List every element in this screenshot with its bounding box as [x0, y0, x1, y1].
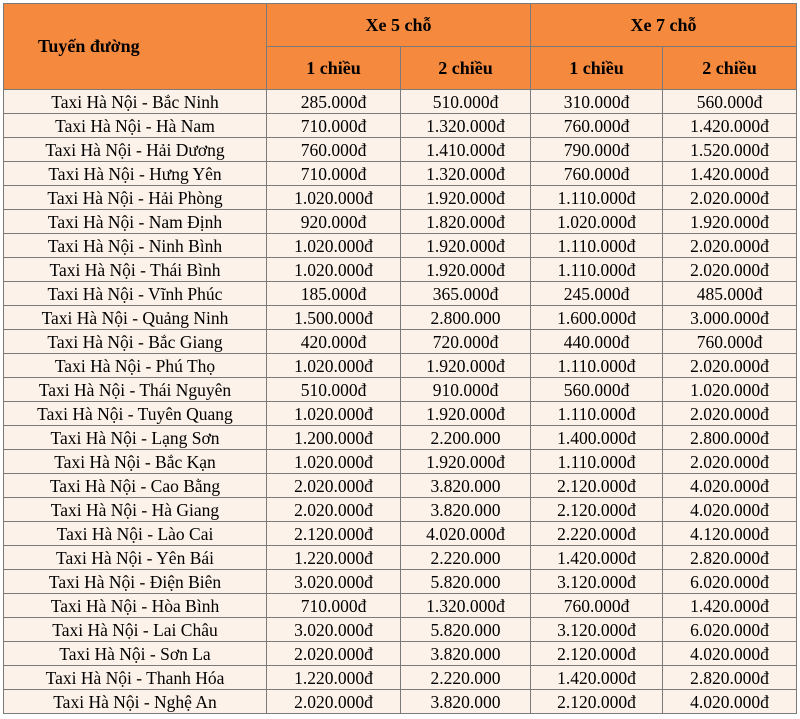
car7-round-trip-cell: 3.000.000đ [663, 306, 797, 330]
car7-round-trip-cell: 4.020.000đ [663, 498, 797, 522]
car7-round-trip-cell: 4.020.000đ [663, 642, 797, 666]
car7-round-trip-cell: 2.020.000đ [663, 450, 797, 474]
car5-one-way-cell: 2.020.000đ [267, 642, 401, 666]
car7-round-trip-cell: 2.020.000đ [663, 402, 797, 426]
car5-one-way-cell: 3.020.000đ [267, 570, 401, 594]
car5-one-way-cell: 1.020.000đ [267, 234, 401, 258]
route-cell: Taxi Hà Nội - Bắc Ninh [4, 90, 267, 114]
car7-round-trip-cell: 1.420.000đ [663, 162, 797, 186]
car7-round-trip-cell: 1.920.000đ [663, 210, 797, 234]
car5-one-way-cell: 3.020.000đ [267, 618, 401, 642]
car5-round-trip-cell: 910.000đ [401, 378, 531, 402]
price-table-container [3, 3, 797, 714]
car7-round-trip-cell: 4.020.000đ [663, 474, 797, 498]
car7-round-trip-cell: 1.420.000đ [663, 114, 797, 138]
car5-one-way-cell: 1.220.000đ [267, 666, 401, 690]
car5-one-way-cell: 760.000đ [267, 138, 401, 162]
route-cell: Taxi Hà Nội - Ninh Bình [4, 234, 267, 258]
car5-round-trip-cell: 4.020.000đ [401, 522, 531, 546]
route-cell: Taxi Hà Nội - Lạng Sơn [4, 426, 267, 450]
table-row [4, 402, 797, 426]
car5-one-way-cell: 1.500.000đ [267, 306, 401, 330]
car7-one-way-cell: 2.220.000đ [531, 522, 663, 546]
header-row-top [4, 4, 797, 47]
route-cell: Taxi Hà Nội - Thái Nguyên [4, 378, 267, 402]
table-row [4, 354, 797, 378]
table-row [4, 594, 797, 618]
table-row [4, 378, 797, 402]
table-row [4, 138, 797, 162]
route-cell: Taxi Hà Nội - Sơn La [4, 642, 267, 666]
car5-one-way-cell: 2.020.000đ [267, 690, 401, 714]
table-row [4, 330, 797, 354]
car5-round-trip-cell: 1.320.000đ [401, 114, 531, 138]
table-row [4, 114, 797, 138]
car5-round-trip-cell: 1.920.000đ [401, 258, 531, 282]
car7-round-trip-cell: 485.000đ [663, 282, 797, 306]
car7-round-trip-cell: 560.000đ [663, 90, 797, 114]
car5-one-way-cell: 510.000đ [267, 378, 401, 402]
table-row [4, 498, 797, 522]
car5-round-trip-cell: 720.000đ [401, 330, 531, 354]
car5-round-trip-cell: 1.820.000đ [401, 210, 531, 234]
car5-one-way-cell: 1.020.000đ [267, 354, 401, 378]
car7-round-trip-cell: 2.020.000đ [663, 354, 797, 378]
table-row [4, 258, 797, 282]
route-cell: Taxi Hà Nội - Nghệ An [4, 690, 267, 714]
car7-round-trip-cell: 6.020.000đ [663, 570, 797, 594]
table-row [4, 570, 797, 594]
car5-one-way-cell: 710.000đ [267, 114, 401, 138]
car7-round-trip-cell: 1.520.000đ [663, 138, 797, 162]
route-cell: Taxi Hà Nội - Tuyên Quang [4, 402, 267, 426]
route-cell: Taxi Hà Nội - Hòa Bình [4, 594, 267, 618]
route-cell: Taxi Hà Nội - Điện Biên [4, 570, 267, 594]
route-cell: Taxi Hà Nội - Cao Bằng [4, 474, 267, 498]
car7-round-trip-cell: 2.020.000đ [663, 186, 797, 210]
car7-one-way-cell: 2.120.000đ [531, 690, 663, 714]
table-row [4, 210, 797, 234]
car5-round-trip-cell: 1.320.000đ [401, 594, 531, 618]
car7-one-way-cell: 760.000đ [531, 594, 663, 618]
car7-one-way-cell: 1.110.000đ [531, 234, 663, 258]
table-row [4, 234, 797, 258]
table-row [4, 690, 797, 714]
car5-one-way-cell: 1.220.000đ [267, 546, 401, 570]
car7-round-trip-cell: 2.800.000đ [663, 426, 797, 450]
car7-round-trip-cell: 2.020.000đ [663, 258, 797, 282]
car5-round-trip-cell: 1.320.000đ [401, 162, 531, 186]
car5-round-trip-cell: 5.820.000 [401, 618, 531, 642]
route-cell: Taxi Hà Nội - Vĩnh Phúc [4, 282, 267, 306]
car7-one-way-cell: 310.000đ [531, 90, 663, 114]
route-cell: Taxi Hà Nội - Bắc Giang [4, 330, 267, 354]
car5-round-trip-header: 2 chiều [401, 47, 531, 90]
route-cell: Taxi Hà Nội - Hải Phòng [4, 186, 267, 210]
car7-one-way-cell: 1.110.000đ [531, 258, 663, 282]
table-row [4, 90, 797, 114]
car7-round-trip-cell: 4.120.000đ [663, 522, 797, 546]
table-row [4, 618, 797, 642]
car7-one-way-cell: 1.420.000đ [531, 666, 663, 690]
car5-round-trip-cell: 3.820.000 [401, 474, 531, 498]
table-row [4, 666, 797, 690]
car5-round-trip-cell: 3.820.000 [401, 690, 531, 714]
car5-round-trip-cell: 1.920.000đ [401, 450, 531, 474]
table-row [4, 162, 797, 186]
table-row [4, 522, 797, 546]
route-cell: Taxi Hà Nội - Yên Bái [4, 546, 267, 570]
table-body [4, 90, 797, 714]
car7-one-way-cell: 1.420.000đ [531, 546, 663, 570]
car7-round-trip-cell: 4.020.000đ [663, 690, 797, 714]
route-cell: Taxi Hà Nội - Thái Bình [4, 258, 267, 282]
car5-round-trip-cell: 2.800.000 [401, 306, 531, 330]
table-row [4, 306, 797, 330]
car5-round-trip-cell: 3.820.000 [401, 642, 531, 666]
car7-one-way-cell: 1.110.000đ [531, 354, 663, 378]
car5-round-trip-cell: 5.820.000 [401, 570, 531, 594]
car5-one-way-header: 1 chiều [267, 47, 401, 90]
route-cell: Taxi Hà Nội - Lai Châu [4, 618, 267, 642]
car5-round-trip-cell: 1.920.000đ [401, 402, 531, 426]
route-cell: Taxi Hà Nội - Quảng Ninh [4, 306, 267, 330]
car5-round-trip-cell: 510.000đ [401, 90, 531, 114]
car7-one-way-cell: 1.110.000đ [531, 186, 663, 210]
car5-one-way-cell: 710.000đ [267, 594, 401, 618]
car7-round-trip-cell: 1.420.000đ [663, 594, 797, 618]
car5-one-way-cell: 710.000đ [267, 162, 401, 186]
table-row [4, 450, 797, 474]
car5-one-way-cell: 920.000đ [267, 210, 401, 234]
table-row [4, 474, 797, 498]
car5-one-way-cell: 1.020.000đ [267, 450, 401, 474]
car7-round-trip-header: 2 chiều [663, 47, 797, 90]
car5-one-way-cell: 185.000đ [267, 282, 401, 306]
car5-one-way-cell: 1.020.000đ [267, 258, 401, 282]
route-cell: Taxi Hà Nội - Nam Định [4, 210, 267, 234]
route-cell: Taxi Hà Nội - Hưng Yên [4, 162, 267, 186]
car7-round-trip-cell: 1.020.000đ [663, 378, 797, 402]
car7-one-way-cell: 3.120.000đ [531, 570, 663, 594]
route-cell: Taxi Hà Nội - Phú Thọ [4, 354, 267, 378]
car7-round-trip-cell: 2.820.000đ [663, 546, 797, 570]
car7-one-way-header: 1 chiều [531, 47, 663, 90]
car5-one-way-cell: 1.200.000đ [267, 426, 401, 450]
car7-one-way-cell: 1.110.000đ [531, 402, 663, 426]
car5-one-way-cell: 1.020.000đ [267, 402, 401, 426]
car7-one-way-cell: 2.120.000đ [531, 498, 663, 522]
car5-one-way-cell: 2.020.000đ [267, 474, 401, 498]
car5-round-trip-cell: 2.220.000 [401, 666, 531, 690]
car7-one-way-cell: 560.000đ [531, 378, 663, 402]
table-row [4, 546, 797, 570]
table-row [4, 642, 797, 666]
car5-one-way-cell: 2.020.000đ [267, 498, 401, 522]
car5-round-trip-cell: 1.920.000đ [401, 234, 531, 258]
car7-one-way-cell: 3.120.000đ [531, 618, 663, 642]
car7-round-trip-cell: 2.820.000đ [663, 666, 797, 690]
car7-one-way-cell: 760.000đ [531, 162, 663, 186]
car7-one-way-cell: 1.020.000đ [531, 210, 663, 234]
table-row [4, 426, 797, 450]
route-cell: Taxi Hà Nội - Hải Dương [4, 138, 267, 162]
car5-one-way-cell: 1.020.000đ [267, 186, 401, 210]
car5-one-way-cell: 285.000đ [267, 90, 401, 114]
route-cell: Taxi Hà Nội - Hà Nam [4, 114, 267, 138]
route-cell: Taxi Hà Nội - Hà Giang [4, 498, 267, 522]
car5-round-trip-cell: 1.410.000đ [401, 138, 531, 162]
table-row [4, 186, 797, 210]
car7-one-way-cell: 1.110.000đ [531, 450, 663, 474]
car7-one-way-cell: 790.000đ [531, 138, 663, 162]
route-cell: Taxi Hà Nội - Lào Cai [4, 522, 267, 546]
car7-round-trip-cell: 760.000đ [663, 330, 797, 354]
car5-round-trip-cell: 365.000đ [401, 282, 531, 306]
car7-round-trip-cell: 2.020.000đ [663, 234, 797, 258]
car7-one-way-cell: 2.120.000đ [531, 642, 663, 666]
table-row [4, 282, 797, 306]
car5-one-way-cell: 2.120.000đ [267, 522, 401, 546]
car5-round-trip-cell: 2.200.000 [401, 426, 531, 450]
car5-round-trip-cell: 1.920.000đ [401, 354, 531, 378]
car5-one-way-cell: 420.000đ [267, 330, 401, 354]
car7-round-trip-cell: 6.020.000đ [663, 618, 797, 642]
route-column-header: Tuyến đường [4, 4, 267, 90]
car5-round-trip-cell: 1.920.000đ [401, 186, 531, 210]
car7-header: Xe 7 chỗ [531, 4, 797, 47]
car5-header: Xe 5 chỗ [267, 4, 531, 47]
taxi-price-table [3, 3, 797, 714]
route-cell: Taxi Hà Nội - Thanh Hóa [4, 666, 267, 690]
car7-one-way-cell: 440.000đ [531, 330, 663, 354]
car5-round-trip-cell: 2.220.000 [401, 546, 531, 570]
car5-round-trip-cell: 3.820.000 [401, 498, 531, 522]
car7-one-way-cell: 760.000đ [531, 114, 663, 138]
car7-one-way-cell: 245.000đ [531, 282, 663, 306]
car7-one-way-cell: 2.120.000đ [531, 474, 663, 498]
car7-one-way-cell: 1.600.000đ [531, 306, 663, 330]
route-cell: Taxi Hà Nội - Bắc Kạn [4, 450, 267, 474]
car7-one-way-cell: 1.400.000đ [531, 426, 663, 450]
